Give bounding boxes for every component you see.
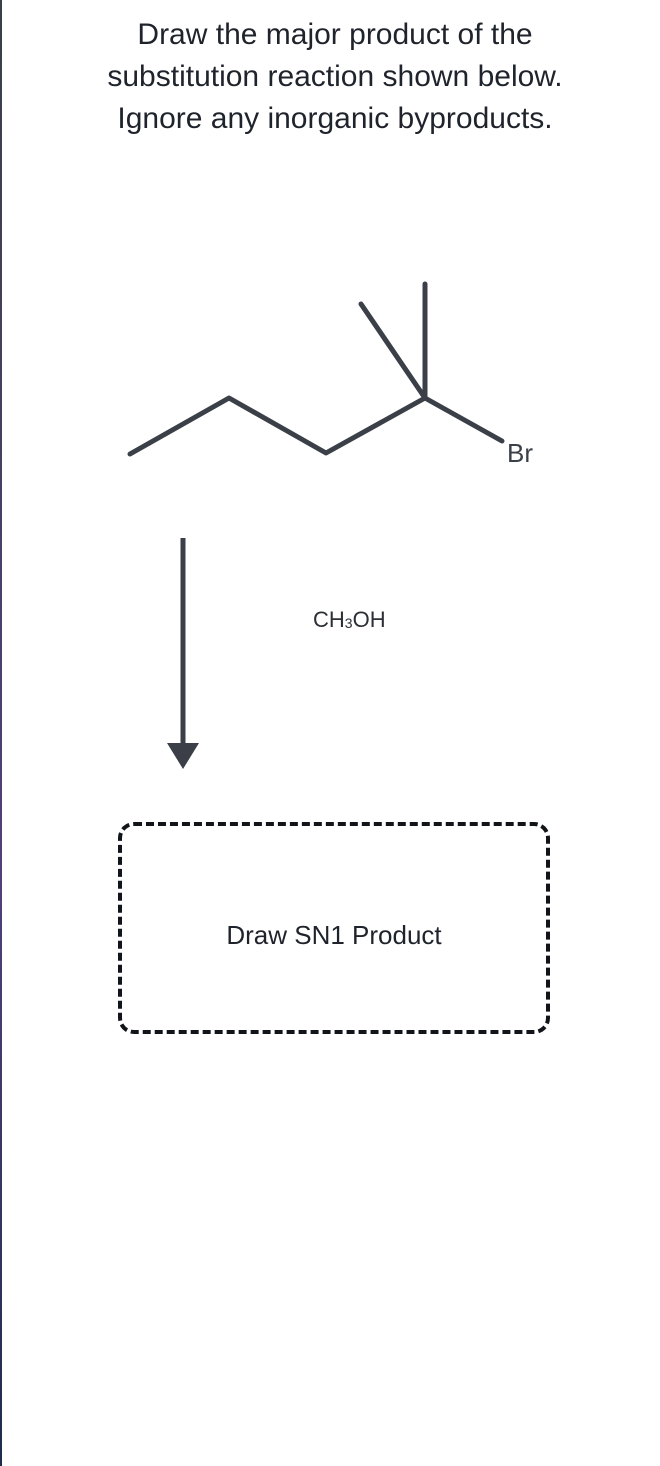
reagent-main: CH <box>313 607 345 632</box>
carbon-bromine-bond <box>425 398 502 441</box>
bromine-atom-label: Br <box>507 438 533 468</box>
reagent-tail: OH <box>352 607 386 632</box>
reactant-structure <box>0 0 660 520</box>
methyl-bond-diagonal <box>361 304 425 398</box>
carbon-chain-bond <box>130 398 425 454</box>
question-line-3: Ignore any inorganic byproducts. <box>117 102 553 135</box>
down-arrow-icon <box>160 535 210 775</box>
draw-product-button[interactable] <box>118 822 550 1034</box>
question-line-1: Draw the major product of the <box>137 18 533 51</box>
draw-product-label: Draw SN1 Product <box>226 920 442 950</box>
reagent-label <box>313 607 386 633</box>
reagent-subscript: 3 <box>344 615 353 631</box>
question-line-2: substitution reaction shown below. <box>107 60 563 93</box>
